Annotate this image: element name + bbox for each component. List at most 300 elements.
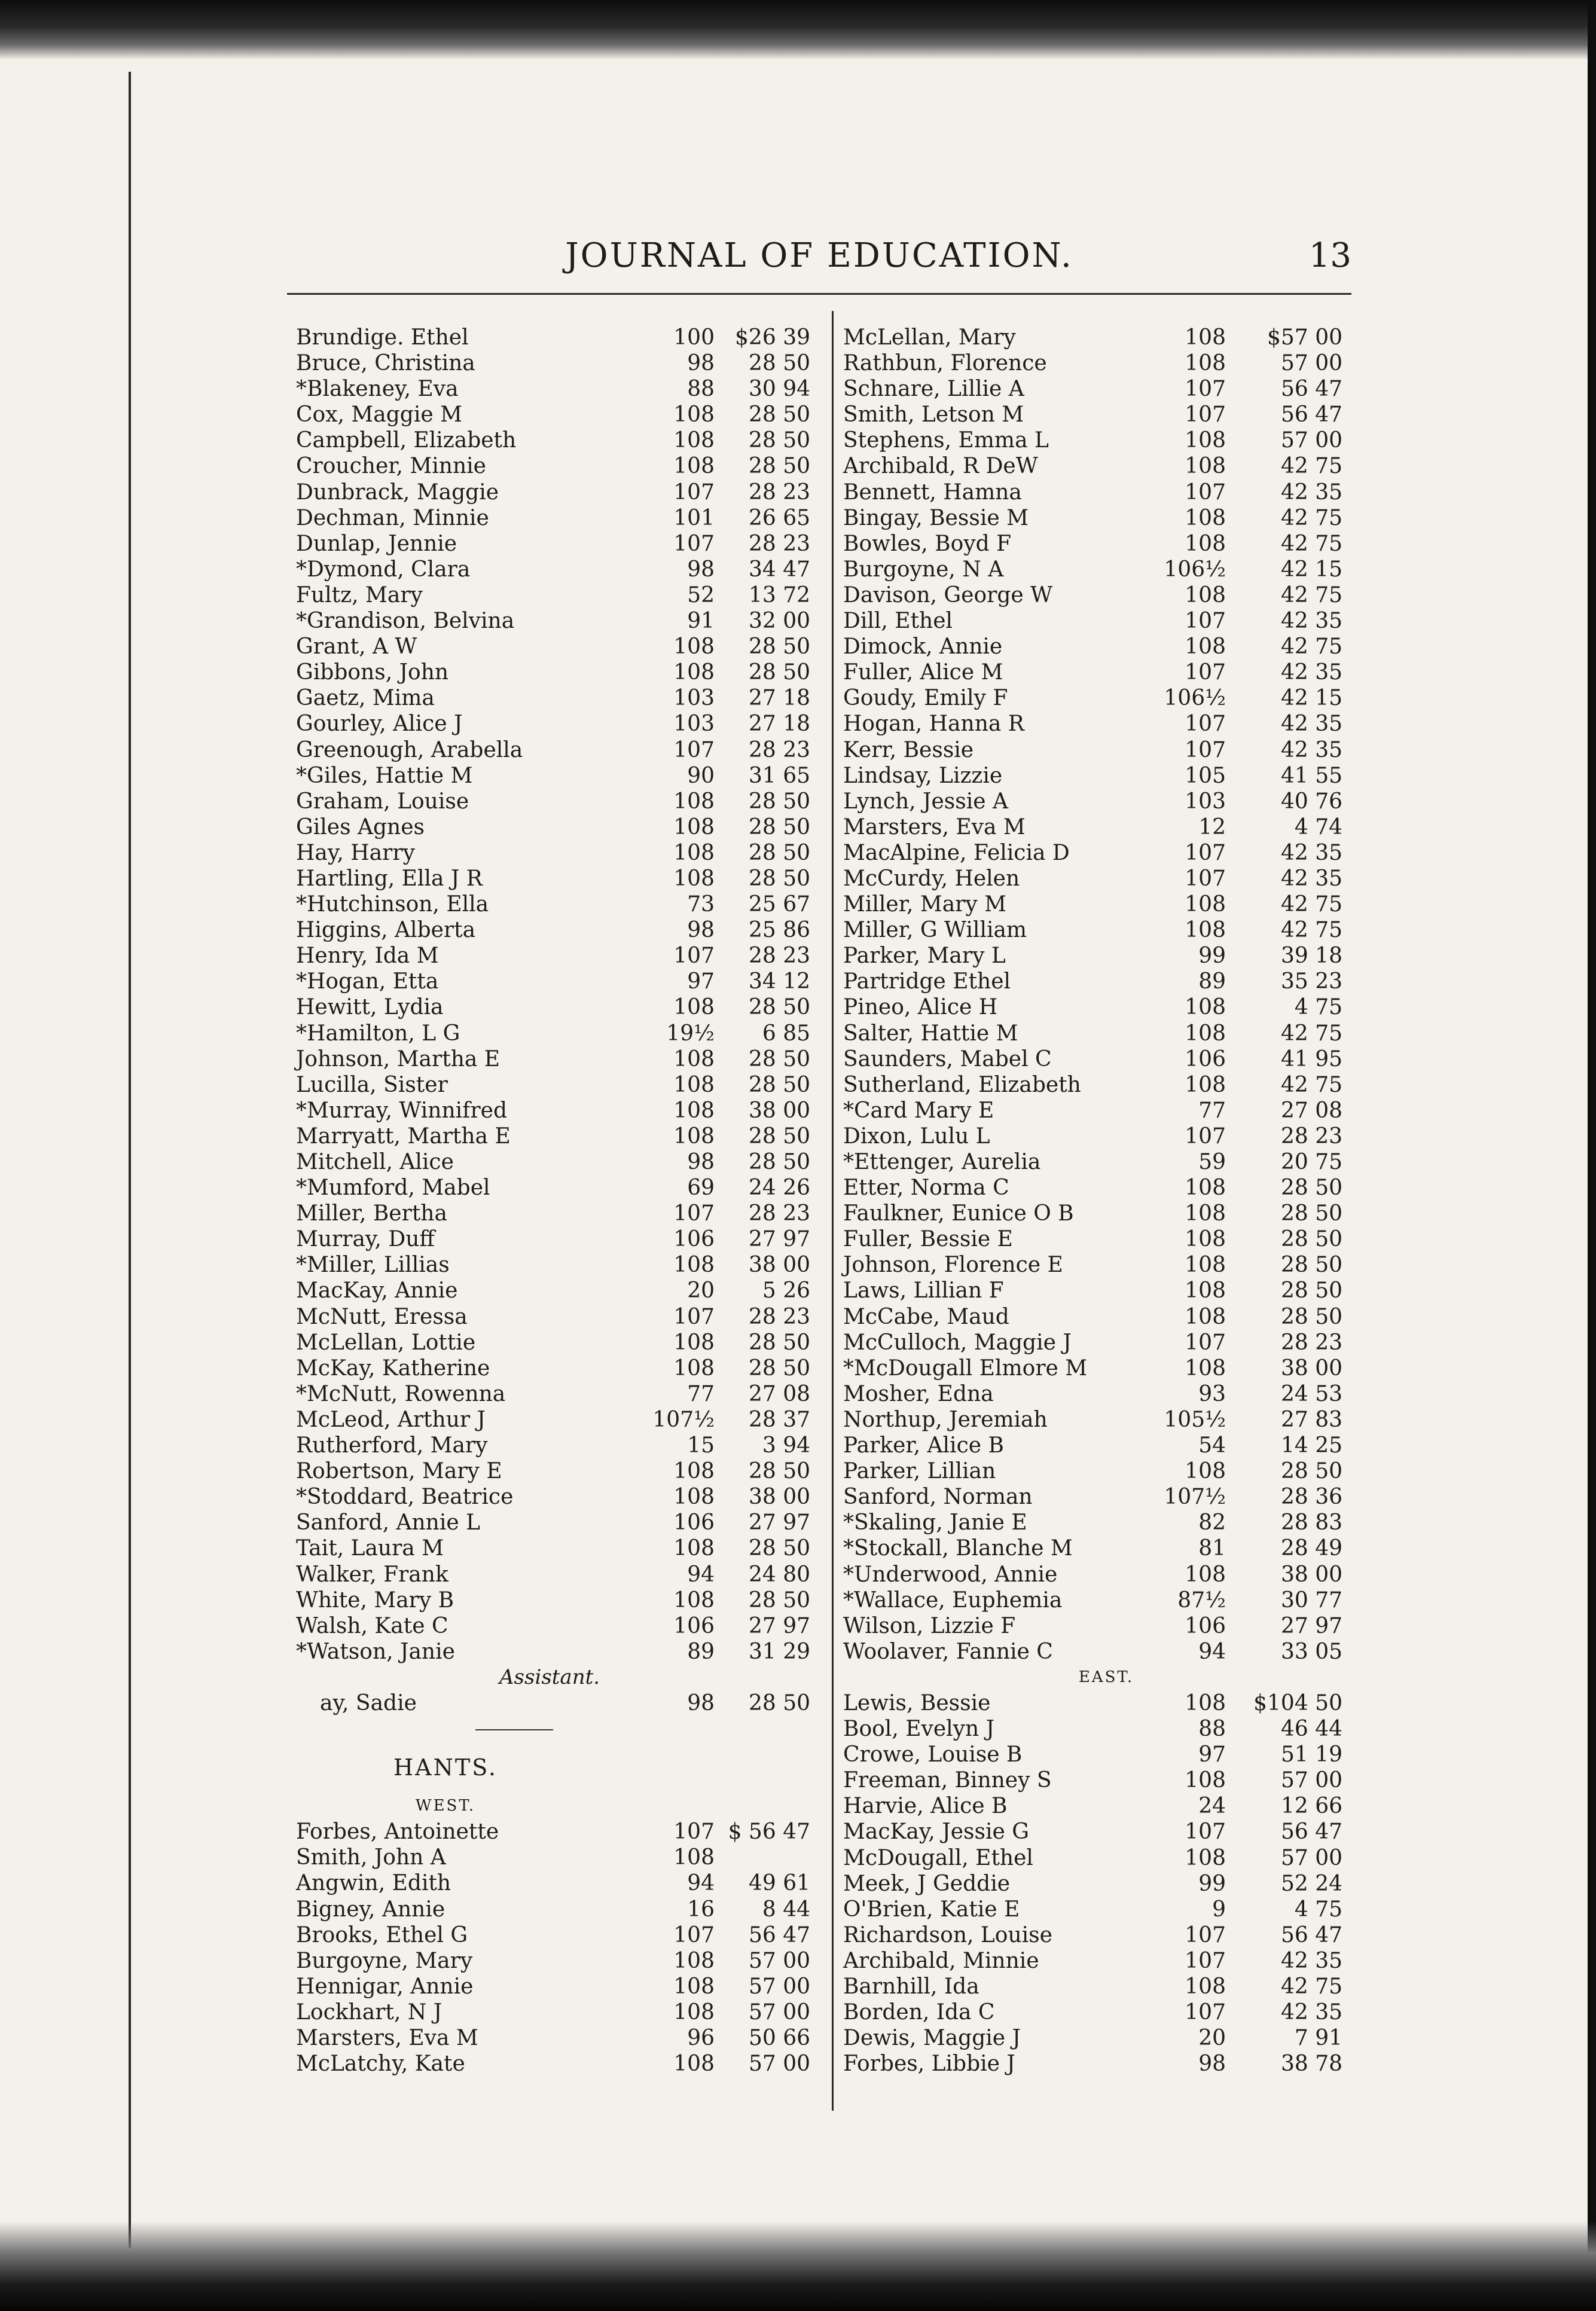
entry-amount: 28 50	[748, 1150, 810, 1174]
entry-name: Croucher, Minnie	[296, 454, 486, 479]
entry-amount: 42 75	[1280, 531, 1342, 556]
table-row	[843, 840, 1345, 866]
entry-name: Lockhart, N J	[296, 1999, 443, 2025]
entry-grade: 20	[687, 1278, 715, 1303]
entry-grade: 69	[687, 1176, 715, 1201]
entry-name: Higgins, Alberta	[296, 918, 476, 943]
entry-amount: 28 50	[1280, 1278, 1342, 1303]
entry-name: Johnson, Florence E	[843, 1253, 1063, 1278]
entry-name: Burgoyne, Mary	[296, 1948, 473, 1973]
entry-name: Archibald, R DeW	[843, 454, 1038, 479]
entry-amount: 42 15	[1280, 557, 1342, 582]
county-heading: HANTS.	[393, 1754, 498, 1781]
entry-amount: 52 24	[1280, 1871, 1342, 1896]
entry-name: Northup, Jeremiah	[843, 1407, 1048, 1432]
table-row	[843, 711, 1345, 737]
entry-grade: 103	[1185, 789, 1226, 814]
table-row	[843, 453, 1345, 479]
entry-name: Sanford, Norman	[843, 1485, 1033, 1510]
west-list	[296, 1819, 810, 2077]
entry-name: Brundige. Ethel	[296, 325, 469, 350]
entry-amount: 38 78	[1280, 2051, 1342, 2077]
table-row	[843, 814, 1345, 840]
table-row	[843, 1767, 1345, 1793]
entry-grade: 94	[1198, 1639, 1226, 1664]
table-row	[296, 892, 810, 917]
entry-name: Graham, Louise	[296, 789, 469, 814]
entry-name: Bigney, Annie	[296, 1897, 445, 1922]
assistant-row	[296, 1690, 810, 1716]
entry-grade: 82	[1198, 1510, 1226, 1535]
entry-grade: 107	[1185, 2000, 1226, 2025]
entry-name: *Hutchinson, Ella	[296, 892, 489, 917]
entry-grade: 98	[687, 557, 715, 582]
entry-amount: 28 50	[748, 1690, 810, 1715]
entry-name: Miller, Bertha	[296, 1201, 447, 1226]
entry-grade: 101	[673, 505, 715, 530]
entry-grade: 99	[1198, 944, 1226, 969]
table-row	[843, 1458, 1345, 1484]
entry-amount: 57 00	[1280, 1845, 1342, 1870]
entry-grade: 107	[1185, 660, 1226, 685]
entry-grade: 107	[673, 1820, 715, 1845]
entry-grade: 108	[673, 1845, 715, 1870]
entry-name: Dill, Ethel	[843, 609, 953, 634]
table-row	[296, 737, 810, 763]
entry-amount: 57 00	[1280, 1768, 1342, 1793]
table-row	[843, 1535, 1345, 1561]
table-row	[296, 711, 810, 737]
entry-amount: 28 50	[748, 634, 810, 660]
entry-name: MacKay, Jessie G	[843, 1820, 1029, 1845]
entry-grade: 108	[673, 1046, 715, 1071]
entry-grade: 108	[673, 840, 715, 865]
entry-name: Mitchell, Alice	[296, 1150, 454, 1174]
entry-amount: 28 83	[1280, 1510, 1342, 1535]
entry-name: *Giles, Hattie M	[296, 763, 473, 788]
entry-name: McKay, Katherine	[296, 1356, 490, 1381]
table-row	[843, 1484, 1345, 1510]
table-row	[296, 1072, 810, 1098]
table-row	[843, 1381, 1345, 1407]
entry-amount: 28 49	[1280, 1536, 1342, 1561]
entry-amount: 24 80	[748, 1562, 810, 1587]
scan-right-edge	[1588, 0, 1596, 2311]
entry-name: Gaetz, Mima	[296, 686, 435, 711]
entry-grade: 106½	[1164, 557, 1226, 582]
table-row	[843, 634, 1345, 660]
entry-name: *Underwood, Annie	[843, 1562, 1058, 1587]
table-row	[296, 763, 810, 789]
entry-amount: 27 97	[748, 1510, 810, 1535]
entry-amount: 31 65	[748, 763, 810, 788]
entry-name: Borden, Ida C	[843, 2000, 995, 2025]
left-list	[296, 325, 810, 1665]
entry-name: Stephens, Emma L	[843, 428, 1049, 453]
table-row	[843, 428, 1345, 453]
entry-grade: 108	[1185, 995, 1226, 1020]
entry-name: Bool, Evelyn J	[843, 1717, 995, 1742]
entry-name: Parker, Mary L	[843, 944, 1006, 969]
entry-amount: 26 65	[748, 505, 810, 530]
entry-amount: 28 50	[1280, 1304, 1342, 1329]
table-row	[843, 1433, 1345, 1458]
entry-name: Bruce, Christina	[296, 351, 475, 376]
table-row	[843, 376, 1345, 402]
table-row	[296, 2025, 810, 2051]
entry-amount: 42 75	[1280, 892, 1342, 917]
entry-name: Harvie, Alice B	[843, 1794, 1008, 1819]
table-row	[843, 1819, 1345, 1845]
entry-amount: 42 35	[1280, 712, 1342, 737]
entry-name: Laws, Lillian F	[843, 1278, 1004, 1303]
entry-name: *Miller, Lillias	[296, 1253, 450, 1278]
entry-grade: 19½	[666, 1021, 715, 1046]
entry-name: Parker, Lillian	[843, 1459, 996, 1484]
entry-amount: 28 23	[748, 531, 810, 556]
entry-amount: 27 18	[748, 686, 810, 711]
table-row	[296, 1098, 810, 1124]
entry-grade: 108	[673, 1948, 715, 1973]
entry-name: McLatchy, Kate	[296, 2051, 465, 2077]
table-row	[296, 505, 810, 531]
table-row	[843, 1742, 1345, 1767]
entry-amount: 42 35	[1280, 737, 1342, 762]
entry-grade: 106	[1185, 1613, 1226, 1638]
entry-grade: 88	[1198, 1717, 1226, 1742]
entry-grade: 77	[1198, 1098, 1226, 1123]
table-row	[843, 1098, 1345, 1124]
entry-amount: 28 50	[748, 1124, 810, 1149]
entry-grade: 100	[673, 325, 715, 350]
table-row	[843, 789, 1345, 814]
entry-name: Etter, Norma C	[843, 1176, 1009, 1201]
table-row	[296, 1897, 810, 1922]
table-row	[296, 557, 810, 582]
entry-grade: 94	[687, 1871, 715, 1896]
table-row	[843, 892, 1345, 917]
table-row	[296, 1304, 810, 1330]
entry-grade: 105	[1185, 763, 1226, 788]
entry-amount: 3 94	[762, 1433, 810, 1458]
entry-grade: 99	[1198, 1871, 1226, 1896]
entry-name: *Mumford, Mabel	[296, 1176, 490, 1201]
entry-amount: $26 39	[735, 325, 810, 350]
entry-amount: 42 35	[1280, 660, 1342, 685]
entry-name: *Stoddard, Beatrice	[296, 1485, 514, 1510]
entry-amount: 34 47	[748, 557, 810, 582]
right-list	[843, 325, 1345, 1665]
entry-grade: 94	[687, 1562, 715, 1587]
entry-name: Sutherland, Elizabeth	[843, 1072, 1081, 1097]
entry-name: McCulloch, Maggie J	[843, 1330, 1072, 1355]
entry-grade: 87½	[1177, 1588, 1226, 1613]
entry-amount: 30 94	[748, 377, 810, 402]
entry-grade: 107	[673, 480, 715, 505]
entry-grade: 108	[1185, 1459, 1226, 1484]
entry-name: Dunbrack, Maggie	[296, 480, 499, 505]
table-row	[843, 943, 1345, 969]
entry-amount: 28 23	[748, 737, 810, 762]
entry-amount: 50 66	[748, 2026, 810, 2050]
journal-title: JOURNAL OF EDUCATION.	[565, 236, 1073, 275]
entry-amount: 57 00	[748, 1974, 810, 1999]
table-row	[843, 917, 1345, 943]
table-row	[296, 1021, 810, 1046]
entry-name: Greenough, Arabella	[296, 737, 523, 762]
entry-grade: 73	[687, 892, 715, 917]
entry-amount: 57 00	[1280, 351, 1342, 376]
entry-name: *McNutt, Rowenna	[296, 1381, 506, 1406]
entry-amount: 35 23	[1280, 969, 1342, 994]
entry-amount: 42 75	[1280, 1072, 1342, 1097]
entry-amount: 49 61	[748, 1871, 810, 1896]
entry-grade: 108	[673, 634, 715, 660]
entry-amount: 28 50	[748, 789, 810, 814]
table-row	[843, 969, 1345, 994]
entry-amount: 27 08	[1280, 1098, 1342, 1123]
district-heading-west: WEST.	[415, 1797, 476, 1815]
scan-bottom-edge	[0, 2221, 1596, 2311]
entry-grade: 93	[1198, 1381, 1226, 1406]
entry-amount: 51 19	[1280, 1742, 1342, 1767]
table-row	[843, 480, 1345, 505]
entry-name: Campbell, Elizabeth	[296, 428, 517, 453]
entry-amount: 13 72	[748, 582, 810, 607]
entry-name: Giles Agnes	[296, 814, 425, 839]
entry-grade: 103	[673, 686, 715, 711]
table-row	[843, 1948, 1345, 1974]
page-header	[287, 236, 1351, 278]
entry-grade: 107	[1185, 737, 1226, 762]
table-row	[843, 1407, 1345, 1433]
table-row	[296, 969, 810, 994]
entry-grade: 108	[673, 814, 715, 839]
entry-grade: 108	[673, 1072, 715, 1097]
entry-name: Bowles, Boyd F	[843, 531, 1012, 556]
entry-amount: 32 00	[748, 609, 810, 634]
entry-grade: 108	[1185, 1768, 1226, 1793]
table-row	[296, 840, 810, 866]
entry-grade: 107	[1185, 1820, 1226, 1845]
entry-name: Fultz, Mary	[296, 582, 423, 607]
table-row	[843, 1046, 1345, 1072]
entry-amount: 42 35	[1280, 609, 1342, 634]
table-row	[296, 1999, 810, 2025]
entry-grade: 97	[687, 969, 715, 994]
table-row	[296, 1974, 810, 1999]
entry-name: *Dymond, Clara	[296, 557, 471, 582]
table-row	[296, 1407, 810, 1433]
entry-grade: 91	[687, 609, 715, 634]
entry-grade: 97	[1198, 1742, 1226, 1767]
entry-amount: 27 97	[748, 1227, 810, 1252]
entry-amount: 27 97	[748, 1613, 810, 1638]
table-row	[296, 1381, 810, 1407]
entry-name: Parker, Alice B	[843, 1433, 1004, 1458]
entry-grade: 108	[673, 428, 715, 453]
entry-grade: 98	[687, 1150, 715, 1174]
table-row	[296, 1845, 810, 1870]
entry-amount: 28 37	[748, 1407, 810, 1432]
entry-name: *Hogan, Etta	[296, 969, 439, 994]
entry-name: Miller, Mary M	[843, 892, 1007, 917]
entry-grade: 77	[687, 1381, 715, 1406]
entry-grade: 108	[1185, 1253, 1226, 1278]
table-row	[296, 1330, 810, 1356]
entry-amount: 30 77	[1280, 1588, 1342, 1613]
entry-grade: 108	[1185, 505, 1226, 530]
entry-name: McCabe, Maud	[843, 1304, 1009, 1329]
entry-name: Grant, A W	[296, 634, 417, 660]
entry-name: Woolaver, Fannie C	[843, 1639, 1053, 1664]
table-row	[843, 994, 1345, 1020]
entry-name: *Grandison, Belvina	[296, 609, 515, 634]
entry-grade: 107	[1185, 480, 1226, 505]
table-row	[296, 1510, 810, 1535]
entry-name: Richardson, Louise	[843, 1922, 1052, 1947]
entry-grade: 107	[673, 944, 715, 969]
entry-name: Forbes, Antoinette	[296, 1820, 499, 1845]
table-row	[296, 1819, 810, 1845]
entry-grade: 107	[673, 531, 715, 556]
entry-name: Dewis, Maggie J	[843, 2026, 1021, 2051]
entry-grade: 20	[1198, 2026, 1226, 2051]
entry-name: Schnare, Lillie A	[843, 377, 1024, 402]
entry-amount: 56 47	[1280, 1922, 1342, 1947]
entry-amount: 28 50	[1280, 1253, 1342, 1278]
entry-name: McNutt, Eressa	[296, 1304, 468, 1329]
entry-name: Brooks, Ethel G	[296, 1922, 468, 1947]
entry-grade: 108	[673, 1485, 715, 1510]
entry-amount: 28 50	[748, 1356, 810, 1381]
entry-amount: 4 75	[1294, 1897, 1342, 1922]
entry-amount: 28 50	[748, 454, 810, 479]
entry-amount: 42 35	[1280, 866, 1342, 891]
table-row	[843, 1124, 1345, 1149]
entry-grade: 108	[1185, 1356, 1226, 1381]
table-row	[296, 1870, 810, 1896]
table-row	[296, 608, 810, 634]
table-row	[843, 1845, 1345, 1871]
entry-amount: 14 25	[1280, 1433, 1342, 1458]
table-row	[296, 1278, 810, 1303]
entry-amount: 28 50	[748, 1046, 810, 1071]
entry-amount: 28 50	[1280, 1176, 1342, 1201]
entry-name: Dunlap, Jennie	[296, 531, 457, 556]
entry-grade: 107	[1185, 712, 1226, 737]
table-row	[843, 1021, 1345, 1046]
entry-grade: 15	[687, 1433, 715, 1458]
entry-name: Rutherford, Mary	[296, 1433, 488, 1458]
entry-amount: 42 75	[1280, 454, 1342, 479]
entry-grade: 108	[673, 1356, 715, 1381]
entry-amount: 46 44	[1280, 1717, 1342, 1742]
left-column	[296, 325, 810, 2077]
table-row	[296, 531, 810, 557]
assistant-label: Assistant.	[499, 1665, 600, 1689]
table-row	[843, 737, 1345, 763]
entry-grade: 108	[673, 1999, 715, 2025]
entry-name: *McDougall Elmore M	[843, 1356, 1088, 1381]
entry-grade: 107	[1185, 866, 1226, 891]
entry-grade: 108	[1185, 1021, 1226, 1046]
table-row	[843, 2025, 1345, 2051]
entry-amount: 38 00	[1280, 1562, 1342, 1587]
entry-amount: 28 23	[748, 1201, 810, 1226]
table-row	[843, 1330, 1345, 1356]
entry-name: Robertson, Mary E	[296, 1459, 502, 1484]
entry-grade: 108	[673, 789, 715, 814]
entry-grade: 108	[673, 402, 715, 428]
table-row	[296, 402, 810, 428]
entry-grade: 9	[1212, 1897, 1226, 1922]
entry-amount: 24 53	[1280, 1381, 1342, 1406]
entry-name: McLellan, Lottie	[296, 1330, 476, 1355]
entry-grade: 106	[673, 1227, 715, 1252]
entry-name: Pineo, Alice H	[843, 995, 998, 1020]
entry-amount: 24 26	[748, 1176, 810, 1201]
entry-amount: 27 18	[748, 712, 810, 737]
entry-name: *Hamilton, L G	[296, 1021, 460, 1046]
entry-amount: 38 00	[748, 1253, 810, 1278]
entry-amount: 38 00	[748, 1485, 810, 1510]
entry-name: Freeman, Binney S	[843, 1768, 1052, 1793]
entry-amount: 33 05	[1280, 1639, 1342, 1664]
table-row	[843, 1793, 1345, 1819]
table-row	[843, 1690, 1345, 1716]
entry-name: Henry, Ida M	[296, 944, 439, 969]
table-row	[296, 1484, 810, 1510]
entry-grade: 108	[673, 995, 715, 1020]
entry-amount: 8 44	[762, 1897, 810, 1922]
entry-name: ay, Sadie	[320, 1690, 417, 1715]
entry-name: Miller, G William	[843, 918, 1027, 943]
entry-amount: 20 75	[1280, 1150, 1342, 1174]
table-row	[296, 582, 810, 608]
page-number: 13	[1308, 236, 1351, 275]
entry-grade: 107	[1185, 1948, 1226, 1973]
entry-grade: 108	[673, 1253, 715, 1278]
table-row	[843, 1613, 1345, 1639]
entry-grade: 108	[1185, 1072, 1226, 1097]
entry-name: MacKay, Annie	[296, 1278, 458, 1303]
entry-grade: 108	[1185, 351, 1226, 376]
entry-name: Barnhill, Ida	[843, 1974, 979, 1999]
entry-name: Marryatt, Martha E	[296, 1124, 511, 1149]
section-separator	[296, 1716, 810, 1742]
entry-amount: 42 15	[1280, 686, 1342, 711]
entry-name: *Wallace, Euphemia	[843, 1588, 1063, 1613]
table-row	[843, 1072, 1345, 1098]
entry-grade: 108	[673, 1124, 715, 1149]
entry-amount: 57 00	[748, 1948, 810, 1973]
entry-amount: 28 50	[748, 1588, 810, 1613]
table-row	[296, 1562, 810, 1588]
entry-amount: 28 50	[748, 866, 810, 891]
entry-grade: 89	[1198, 969, 1226, 994]
entry-amount: 28 23	[1280, 1124, 1342, 1149]
entry-amount: 41 55	[1280, 763, 1342, 788]
entry-name: Forbes, Libbie J	[843, 2051, 1015, 2077]
entry-grade: 108	[1185, 1974, 1226, 1999]
entry-name: Smith, Letson M	[843, 402, 1024, 428]
entry-grade: 108	[1185, 1227, 1226, 1252]
entry-name: Faulkner, Eunice O B	[843, 1201, 1074, 1226]
entry-name: Dimock, Annie	[843, 634, 1003, 660]
table-row	[843, 866, 1345, 892]
entry-amount: 56 47	[1280, 1820, 1342, 1845]
